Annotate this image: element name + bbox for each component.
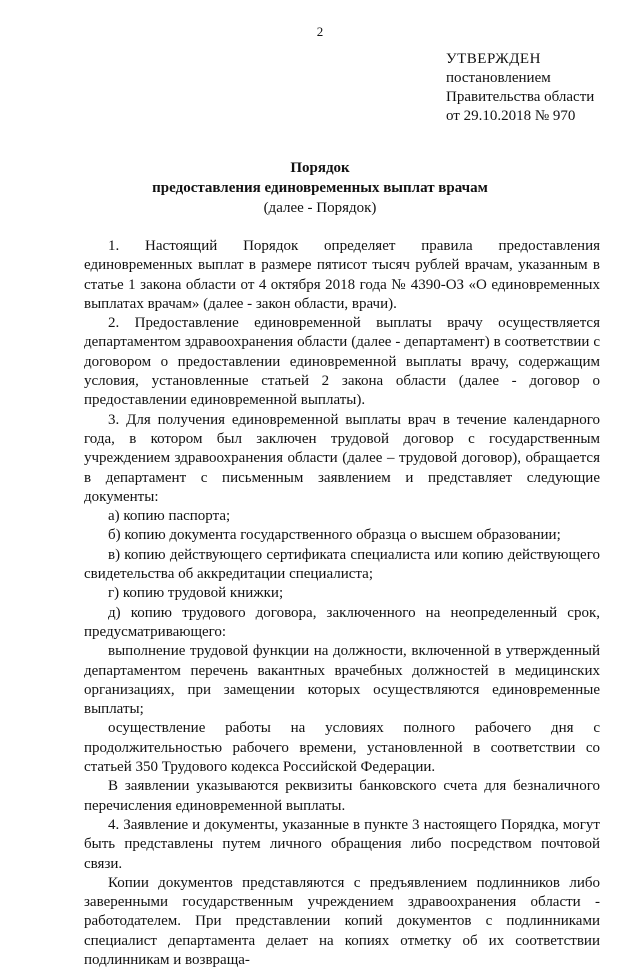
approval-line-2: Правительства области xyxy=(446,89,595,105)
list-item-g: г) копию трудовой книжки; xyxy=(108,585,284,602)
approval-stamp xyxy=(446,50,594,126)
document-body xyxy=(84,237,600,970)
paragraph-3: 3. Для получения единовременной выплаты врач в течение календарного года, в котором был заключен трудовой договор с государственным учреждением здравоохранения области (далее – трудовой договор), обращается в департамент с письменным заявлением и представляет следующие документы: xyxy=(84,411,600,505)
title-line-2: предоставления единовременных выплат врачам xyxy=(152,180,488,196)
contract-condition-1: выполнение трудовой функции на должности, включенной в утвержденный департаментом перечень вакантных врачебных должностей в медицинских организациях, при замещении которых осуществляются единовременные выплаты; xyxy=(84,643,600,718)
title-line-1: Порядок xyxy=(290,160,350,176)
page-number: 2 xyxy=(316,24,324,39)
list-item-b: б) копию документа государственного образца о высшем образовании; xyxy=(108,527,561,544)
approval-heading: УТВЕРЖДЕН xyxy=(446,51,541,67)
paragraph-2: 2. Предоставление единовременной выплаты врачу осуществляется департаментом здравоохранения области (далее - департамент) в соответствии с договором о предоставлении единовременной выплаты врачу, содержащим условия, установленные статьей 2 закона области (далее - договор о предоставлении единовременной выплаты). xyxy=(84,315,600,409)
bank-details-paragraph: В заявлении указываются реквизиты банковского счета для безналичного перечисления единовременной выплаты. xyxy=(84,778,600,814)
document-title xyxy=(0,158,640,218)
approval-line-1: постановлением xyxy=(446,70,551,86)
paragraph-1: 1. Настоящий Порядок определяет правила предоставления единовременных выплат в размере пятисот тысяч рублей врачам, указанным в статье 1 закона области от 4 октября 2018 года № 4390-ОЗ «О единовременных выплатах врачам» (далее - закон области, врачи). xyxy=(84,238,600,312)
approval-line-3: от 29.10.2018 № 970 xyxy=(446,108,576,124)
copies-paragraph: Копии документов представляются с предъявлением подлинников либо заверенными государственным учреждением здравоохранения области - работодателем. При представлении копий документов с подлинниками специалист департамента делает на копиях отметку об их соответствии подлинникам и возвраща- xyxy=(84,874,600,968)
title-line-3: (далее - Порядок) xyxy=(263,200,377,216)
contract-condition-2: осуществление работы на условиях полного рабочего дня с продолжительностью рабочего времени, установленной в соответствии со статьей 350 Трудового кодекса Российской Федерации. xyxy=(84,720,600,776)
list-item-a: а) копию паспорта; xyxy=(108,508,231,525)
paragraph-4: 4. Заявление и документы, указанные в пункте 3 настоящего Порядка, могут быть представлены путем личного обращения либо посредством почтовой связи. xyxy=(84,816,600,872)
list-item-v: в) копию действующего сертификата специалиста или копию действующего свидетельства об аккредитации специалиста; xyxy=(84,546,600,583)
list-item-d: д) копию трудового договора, заключенного на неопределенный срок, предусматривающего: xyxy=(84,604,600,640)
